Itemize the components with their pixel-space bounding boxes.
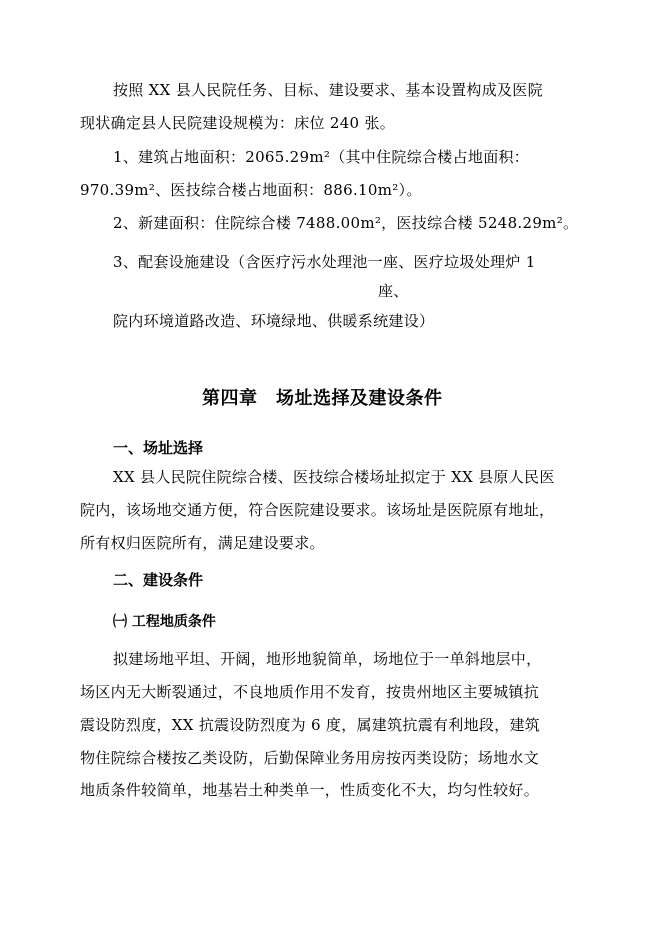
item-3-line-2: 座、	[378, 282, 409, 300]
section-1-title: 一、场址选择	[113, 439, 204, 457]
intro-line-2: 现状确定县人民院建设规模为：床位 240 张。	[80, 114, 396, 132]
section-1-line-2: 院内，该场地交通方便，符合医院建设要求。该场址是医院原有地址，	[80, 501, 555, 519]
item-3-line-3: 院内环境道路改造、环境绿地、供暖系统建设）	[113, 312, 435, 330]
chapter-title: 第四章 场址选择及建设条件	[202, 388, 443, 409]
geology-line-1: 拟建场地平坦、开阔，地形地貌简单，场地位于一单斜地层中，	[113, 650, 542, 668]
geology-line-4: 物住院综合楼按乙类设防，后勤保障业务用房按丙类设防；场地水文	[80, 749, 540, 767]
subsection-1-title: ㈠ 工程地质条件	[113, 614, 216, 630]
section-1-line-3: 所有权归医院所有，满足建设要求。	[80, 534, 325, 552]
geology-line-2: 场区内无大断裂通过，不良地质作用不发育，按贵州地区主要城镇抗	[80, 683, 540, 701]
item-3-line-1: 3、配套设施建设（含医疗污水处理池一座、医疗垃圾处理炉 1	[113, 253, 536, 271]
item-2: 2、新建面积：住院综合楼 7488.00m²，医技综合楼 5248.29m²。	[113, 214, 579, 232]
geology-line-5: 地质条件较简单，地基岩土种类单一，性质变化不大，均匀性较好。	[80, 781, 540, 799]
intro-line-1: 按照 XX 县人民院任务、目标、建设要求、基本设置构成及医院	[113, 81, 543, 99]
section-2-title: 二、建设条件	[113, 571, 204, 589]
geology-line-3: 震设防烈度，XX 抗震设防烈度为 6 度，属建筑抗震有利地段，建筑	[80, 716, 541, 734]
section-1-line-1: XX 县人民院住院综合楼、医技综合楼场址拟定于 XX 县原人民医	[113, 468, 555, 486]
item-1-line-2: 970.39m²、医技综合楼占地面积：886.10m²）。	[80, 181, 422, 199]
item-1-line-1: 1、建筑占地面积：2065.29m²（其中住院综合楼占地面积：	[113, 148, 530, 166]
